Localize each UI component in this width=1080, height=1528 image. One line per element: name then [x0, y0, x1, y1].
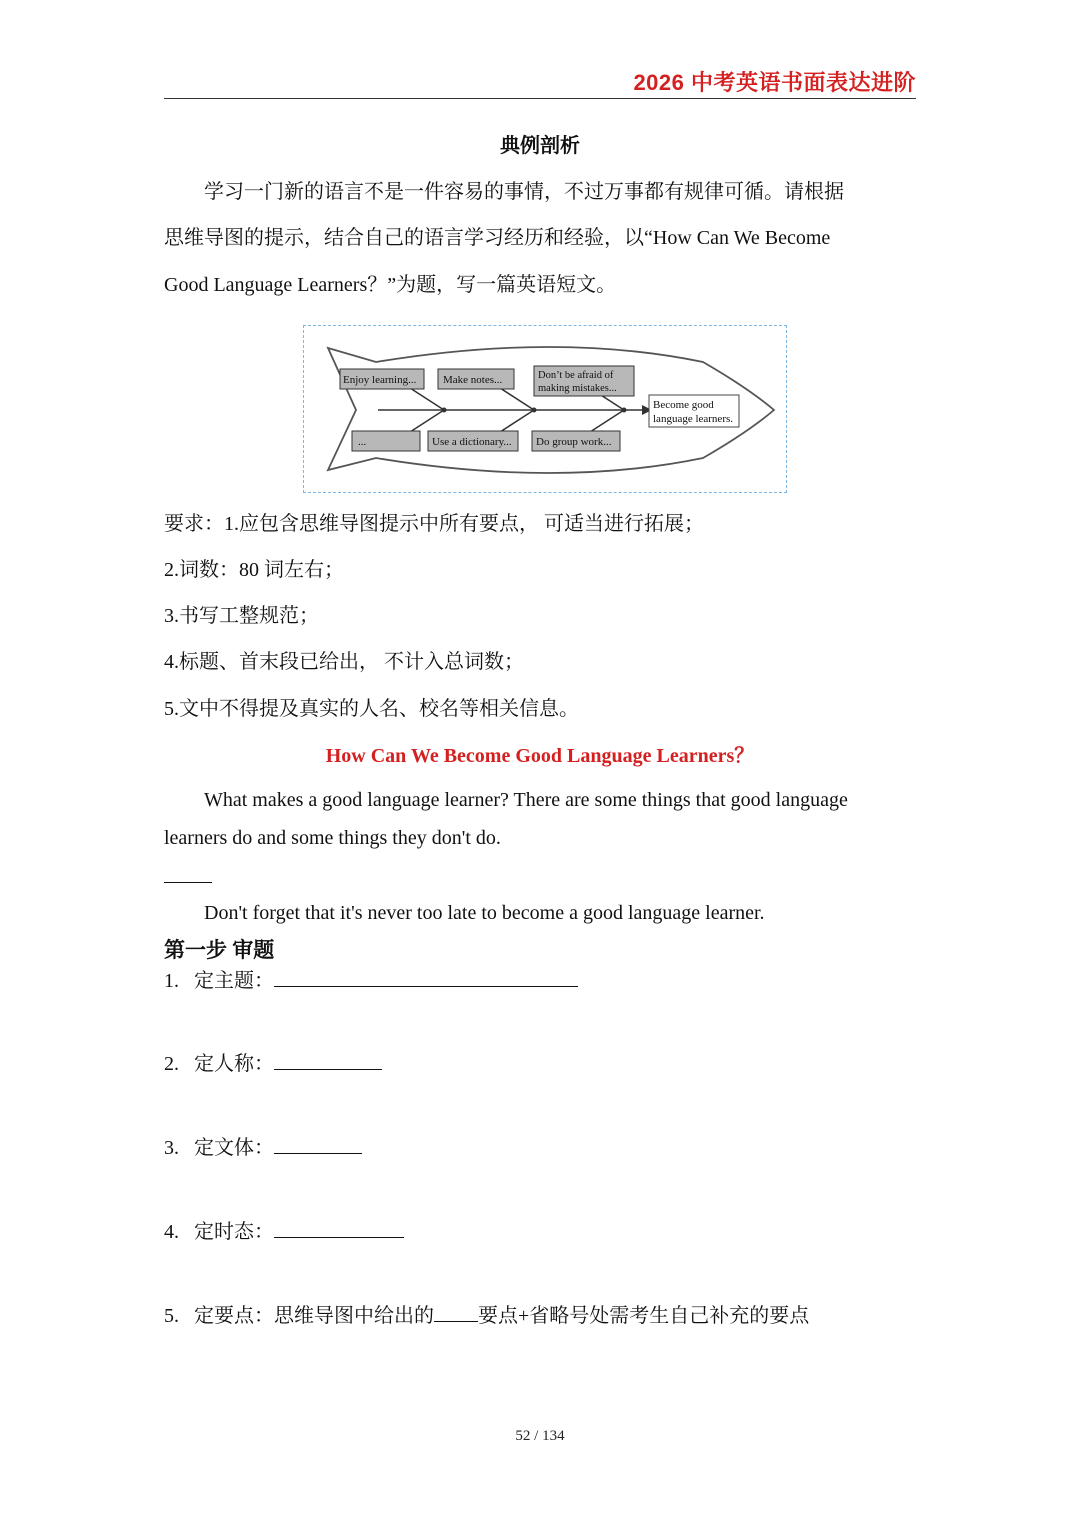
step-item-5 — [164, 1301, 809, 1330]
essay-p1-line-2: learners do and some things they don't do. — [164, 827, 501, 849]
step-item-2-label: 定人称： — [194, 1053, 274, 1075]
requirement-1: 要求：1.应包含思维导图提示中所有要点， 可适当进行拓展； — [164, 513, 704, 535]
step-item-5-tail: 要点+省略号处需考生自己补充的要点 — [478, 1305, 810, 1327]
section-title: 典例剖析 — [500, 135, 580, 157]
essay-title: How Can We Become Good Language Learners？ — [325, 745, 755, 767]
mind-map-diagram — [318, 338, 780, 480]
step-item-1-label: 定主题： — [194, 970, 274, 992]
box-dont-be-afraid-text-2: making mistakes... — [538, 383, 617, 394]
box-goal-text-2: language learners. — [653, 413, 734, 425]
header-rule — [164, 98, 916, 99]
step-item-4-num: 4. — [164, 1221, 179, 1243]
step-item-5-num: 5. — [164, 1305, 179, 1327]
step-item-1 — [164, 966, 578, 995]
box-make-notes-text: Make notes... — [443, 374, 503, 386]
page-number: 52 / 134 — [515, 1428, 565, 1444]
step-item-1-blank[interactable] — [274, 966, 578, 987]
step-item-2 — [164, 1049, 382, 1078]
requirement-3: 3.书写工整规范； — [164, 605, 319, 627]
box-goal-text-1: Become good — [653, 399, 714, 411]
step-item-4 — [164, 1217, 404, 1246]
step-item-5-label: 定要点：思维导图中给出的 — [194, 1305, 434, 1327]
essay-last-line: Don't forget that it's never too late to become a good language learner. — [204, 902, 765, 924]
step-heading: 第一步 审题 — [164, 938, 275, 962]
prompt-line-1: 学习一门新的语言不是一件容易的事情，不过万事都有规律可循。请根据 — [204, 181, 844, 203]
step-item-1-num: 1. — [164, 970, 179, 992]
requirement-4: 4.标题、首末段已给出， 不计入总词数； — [164, 651, 524, 673]
prompt-line-3: Good Language Learners？”为题，写一篇英语短文。 — [164, 274, 617, 296]
step-item-2-blank[interactable] — [274, 1049, 382, 1070]
requirement-5: 5.文中不得提及真实的人名、校名等相关信息。 — [164, 698, 579, 720]
box-use-dictionary-text: Use a dictionary... — [432, 436, 512, 448]
box-enjoy-learning-text: Enjoy learning... — [343, 374, 417, 386]
step-item-3-blank[interactable] — [274, 1133, 362, 1154]
essay-p1-line-1: What makes a good language learner? There are some things that good language — [204, 789, 848, 811]
header-title: 2026 中考英语书面表达进阶 — [633, 70, 916, 95]
step-item-3-label: 定文体： — [194, 1137, 274, 1159]
prompt-line-2: 思维导图的提示，结合自己的语言学习经历和经验，以“How Can We Become — [164, 227, 831, 249]
box-ellipsis-text: ... — [358, 436, 367, 448]
step-item-4-blank[interactable] — [274, 1217, 404, 1238]
box-dont-be-afraid-text-1: Don’t be afraid of — [538, 370, 614, 381]
step-item-3 — [164, 1133, 362, 1162]
step-item-5-blank[interactable] — [434, 1301, 478, 1322]
step-item-3-num: 3. — [164, 1137, 179, 1159]
requirement-2: 2.词数：80 词左右； — [164, 559, 344, 581]
step-item-4-label: 定时态： — [194, 1221, 274, 1243]
step-item-2-num: 2. — [164, 1053, 179, 1075]
essay-body-blank — [164, 882, 212, 883]
box-group-work-text: Do group work... — [536, 436, 612, 448]
